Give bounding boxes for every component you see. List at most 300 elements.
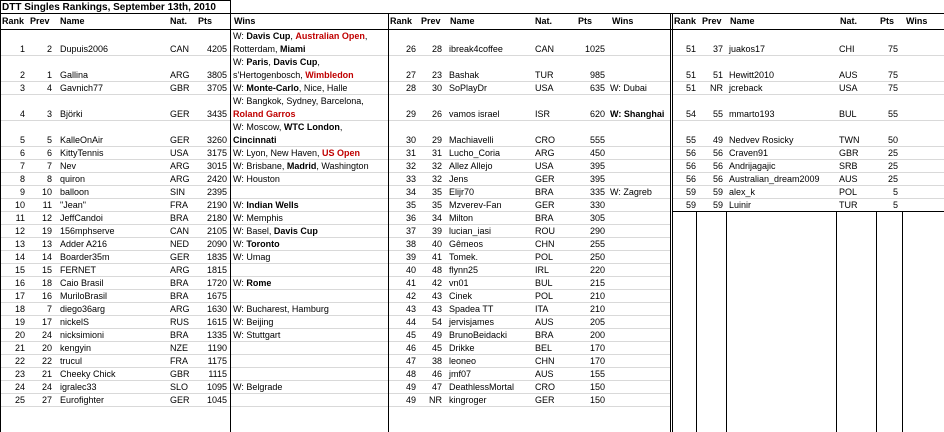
wins-segment: W: — [233, 200, 247, 210]
wins-segment: W: — [233, 57, 247, 67]
wins-segment: , — [364, 31, 368, 41]
nation-cell: IRL — [535, 265, 550, 275]
wins-line — [233, 381, 388, 393]
prev-cell: 32 — [431, 174, 442, 184]
points-cell: 335 — [589, 187, 605, 197]
rank-cell: 41 — [405, 278, 416, 288]
prev-cell: 23 — [431, 70, 442, 80]
prev-cell: 24 — [41, 382, 52, 392]
prev-cell: 59 — [712, 187, 723, 197]
player-name-cell: Jens — [449, 174, 469, 184]
player-name-cell: MuriloBrasil — [60, 291, 108, 301]
points-cell: 220 — [589, 265, 605, 275]
points-cell: 2090 — [206, 239, 227, 249]
rank-cell: 5 — [19, 135, 25, 145]
player-name-cell: Milton — [449, 213, 474, 223]
points-cell: 150 — [589, 382, 605, 392]
prev-cell: 12 — [41, 213, 52, 223]
rank-cell: 55 — [685, 135, 696, 145]
player-name-cell: Spadea TT — [449, 304, 494, 314]
points-cell: 555 — [589, 135, 605, 145]
points-cell: 3260 — [206, 135, 227, 145]
nation-cell: NZE — [170, 343, 188, 353]
points-cell: 255 — [589, 239, 605, 249]
prev-cell: 47 — [431, 382, 442, 392]
rank-cell: 51 — [685, 83, 696, 93]
prev-cell: 15 — [41, 265, 52, 275]
nation-cell: AUS — [839, 70, 858, 80]
title-right-border — [230, 0, 231, 13]
points-cell: 985 — [589, 70, 605, 80]
prev-cell: 56 — [712, 174, 723, 184]
rank-cell: 21 — [14, 343, 25, 353]
rank-cell: 33 — [405, 174, 416, 184]
rank-cell: 18 — [14, 304, 25, 314]
points-cell: 210 — [589, 291, 605, 301]
player-name-cell: Gêmeos — [449, 239, 484, 249]
rank-cell: 26 — [405, 44, 416, 54]
title-top-border — [0, 0, 230, 1]
rank-cell: 51 — [685, 70, 696, 80]
wins-segment: s'Hertogenbosch, — [233, 70, 306, 80]
wins-segment: Miami — [280, 44, 306, 54]
rank-cell: 8 — [19, 174, 25, 184]
rank-cell: 12 — [14, 226, 25, 236]
player-name-cell: Mzverev-Fan — [449, 200, 502, 210]
player-name-cell: jcreback — [729, 83, 763, 93]
prev-cell: 6 — [46, 148, 52, 158]
player-name-cell: Cheeky Chick — [60, 369, 116, 379]
wins-line — [233, 69, 388, 81]
prev-cell: 37 — [712, 44, 723, 54]
nation-cell: SLO — [170, 382, 189, 392]
prev-cell: 8 — [46, 174, 52, 184]
points-cell: 25 — [887, 148, 898, 158]
wins-line — [233, 43, 388, 55]
prev-cell: 54 — [431, 317, 442, 327]
prev-cell: 24 — [41, 330, 52, 340]
player-name-cell: JeffCandoi — [60, 213, 103, 223]
nation-cell: BRA — [535, 187, 554, 197]
prev-cell: 18 — [41, 278, 52, 288]
wins-line — [233, 56, 388, 68]
rank-cell: 24 — [14, 382, 25, 392]
prev-cell: 56 — [712, 148, 723, 158]
points-cell: 150 — [589, 395, 605, 405]
points-cell: 290 — [589, 226, 605, 236]
nation-cell: FRA — [170, 200, 188, 210]
points-cell: 3175 — [206, 148, 227, 158]
points-cell: 330 — [589, 200, 605, 210]
prev-cell: 43 — [431, 304, 442, 314]
rank-cell: 56 — [685, 161, 696, 171]
row-gridline — [672, 55, 944, 56]
nation-cell: BRA — [170, 330, 189, 340]
points-cell: 205 — [589, 317, 605, 327]
points-cell: 250 — [589, 252, 605, 262]
wins-line — [233, 173, 388, 185]
header-prev-2: Prev — [421, 16, 441, 26]
player-name-cell: diego36arg — [60, 304, 106, 314]
wins-segment: Wimbledon — [305, 70, 354, 80]
prev-cell: 38 — [431, 356, 442, 366]
prev-cell: 45 — [431, 343, 442, 353]
player-name-cell: Elijr70 — [449, 187, 475, 197]
nation-cell: CAN — [535, 44, 555, 54]
nation-cell: BUL — [839, 109, 857, 119]
player-name-cell: nickelS — [60, 317, 90, 327]
wins-segment: W: Umag — [233, 252, 271, 262]
prev-cell: 40 — [431, 239, 442, 249]
prev-cell: 11 — [42, 200, 52, 210]
column-divider — [388, 13, 389, 432]
rank-cell: 49 — [405, 382, 416, 392]
player-name-cell: Craven91 — [729, 148, 769, 158]
points-cell: 1835 — [206, 252, 227, 262]
nation-cell: CAN — [170, 44, 190, 54]
row-gridline — [672, 94, 944, 95]
player-name-cell: vamos israel — [449, 109, 500, 119]
wins-segment: Monte-Carlo — [246, 83, 299, 93]
rank-cell: 49 — [405, 395, 416, 405]
player-name-cell: Bashak — [449, 70, 480, 80]
wins-segment: Davis Cup — [273, 57, 318, 67]
header-name-2: Name — [450, 16, 475, 26]
rank-cell: 54 — [685, 109, 696, 119]
wins-segment: Davis Cup — [273, 226, 318, 236]
nation-cell: SIN — [170, 187, 186, 197]
points-cell: 2105 — [206, 226, 227, 236]
nation-cell: CAN — [170, 226, 190, 236]
points-cell: 75 — [887, 83, 898, 93]
rank-cell: 42 — [405, 291, 416, 301]
rank-cell: 43 — [405, 304, 416, 314]
wins-line — [233, 212, 388, 224]
header-rank-2: Rank — [390, 16, 413, 26]
points-cell: 5 — [892, 187, 898, 197]
wins-cell: W: Zagreb — [610, 187, 652, 197]
nation-cell: CHN — [535, 239, 555, 249]
header-bottom-border — [0, 29, 944, 30]
nation-cell: CRO — [535, 135, 555, 145]
header-wins-1: Wins — [234, 16, 256, 26]
wins-segment: Rotterdam, — [233, 44, 281, 54]
points-cell: 210 — [589, 304, 605, 314]
wins-segment: W: Beijing — [233, 317, 274, 327]
points-cell: 1720 — [206, 278, 227, 288]
nation-cell: FRA — [170, 356, 188, 366]
nation-cell: RUS — [170, 317, 190, 327]
prev-cell: 41 — [431, 252, 442, 262]
points-cell: 1615 — [206, 317, 227, 327]
prev-cell: 2 — [46, 44, 52, 54]
points-cell: 1675 — [206, 291, 227, 301]
prev-cell: 21 — [41, 369, 52, 379]
nation-cell: ARG — [170, 161, 190, 171]
player-name-cell: Eurofighter — [60, 395, 105, 405]
points-cell: 3705 — [206, 83, 227, 93]
rank-cell: 44 — [405, 317, 416, 327]
player-name-cell: Machiavelli — [449, 135, 494, 145]
nation-cell: AUS — [839, 174, 858, 184]
col3-bottom-border — [672, 211, 944, 212]
prev-cell: 30 — [431, 83, 442, 93]
player-name-cell: kengyin — [60, 343, 92, 353]
wins-cell: W: Dubai — [610, 83, 647, 93]
nation-cell: POL — [839, 187, 858, 197]
nation-cell: ISR — [535, 109, 551, 119]
wins-line — [233, 121, 388, 133]
sheet-title: DTT Singles Rankings, September 13th, 2010 — [2, 2, 216, 13]
points-cell: 1175 — [207, 356, 227, 366]
player-name-cell: Lucho_Coria — [449, 148, 501, 158]
player-name-cell: Cinek — [449, 291, 473, 301]
prev-cell: 59 — [712, 200, 723, 210]
points-cell: 3435 — [206, 109, 227, 119]
wins-segment: W: Bangkok, Sydney, Barcelona, — [233, 96, 364, 106]
wins-segment: W: — [233, 31, 247, 41]
player-name-cell: Gavnich77 — [60, 83, 104, 93]
nation-cell: ARG — [170, 304, 190, 314]
empty-column-divider — [836, 212, 837, 432]
nation-cell: GBR — [170, 369, 190, 379]
points-cell: 25 — [887, 161, 898, 171]
nation-cell: GBR — [839, 148, 859, 158]
title-left-border — [0, 0, 1, 432]
points-cell: 25 — [887, 174, 898, 184]
header-nat-3: Nat. — [840, 16, 858, 26]
points-cell: 305 — [589, 213, 605, 223]
nation-cell: GER — [535, 174, 555, 184]
rank-cell: 6 — [19, 148, 25, 158]
prev-cell: 55 — [712, 109, 723, 119]
prev-cell: 27 — [41, 395, 52, 405]
rank-cell: 36 — [405, 213, 416, 223]
nation-cell: GER — [535, 395, 555, 405]
points-cell: 50 — [887, 135, 898, 145]
nation-cell: NED — [170, 239, 190, 249]
header-nat-2: Nat. — [535, 16, 553, 26]
nation-cell: BUL — [535, 278, 553, 288]
prev-cell: 13 — [41, 239, 52, 249]
rank-cell: 48 — [405, 369, 416, 379]
prev-cell: 7 — [46, 304, 52, 314]
wins-segment: W: Moscow, — [233, 122, 284, 132]
rank-cell: 4 — [19, 109, 25, 119]
nation-cell: BRA — [535, 330, 554, 340]
wins-segment: Cincinnati — [233, 135, 277, 145]
column-divider — [230, 13, 231, 432]
rank-cell: 38 — [405, 239, 416, 249]
player-name-cell: quiron — [60, 174, 86, 184]
wins-line — [233, 134, 388, 146]
wins-segment: Roland Garros — [233, 109, 296, 119]
nation-cell: GER — [170, 395, 190, 405]
player-name-cell: trucul — [60, 356, 83, 366]
prev-cell: 16 — [41, 291, 52, 301]
rank-cell: 56 — [685, 148, 696, 158]
points-cell: 170 — [589, 343, 605, 353]
nation-cell: CHN — [535, 356, 555, 366]
player-name-cell: KalleOnAir — [60, 135, 104, 145]
wins-line — [233, 316, 388, 328]
wins-line — [233, 199, 388, 211]
wins-line — [233, 108, 388, 120]
nation-cell: TUR — [839, 200, 858, 210]
rank-cell: 1 — [19, 44, 25, 54]
nation-cell: GER — [170, 252, 190, 262]
player-name-cell: kingroger — [449, 395, 487, 405]
player-name-cell: Luinir — [729, 200, 752, 210]
rank-cell: 22 — [14, 356, 25, 366]
player-name-cell: BrunoBeidacki — [449, 330, 508, 340]
wins-line — [233, 329, 388, 341]
header-top-border — [0, 13, 944, 14]
wins-segment: W: — [233, 83, 247, 93]
prev-cell: 32 — [431, 161, 442, 171]
empty-column-divider — [726, 212, 727, 432]
rank-cell: 16 — [14, 278, 25, 288]
wins-segment: US Open — [322, 148, 361, 158]
nation-cell: BEL — [535, 343, 553, 353]
row-gridline — [0, 406, 388, 407]
points-cell: 395 — [589, 161, 605, 171]
header-pts-2: Pts — [578, 16, 593, 26]
header-wins-3: Wins — [906, 16, 928, 26]
wins-segment: W: Brisbane, — [233, 161, 287, 171]
player-name-cell: Andrijagajic — [729, 161, 776, 171]
player-name-cell: Drikke — [449, 343, 475, 353]
player-name-cell: Björki — [60, 109, 83, 119]
wins-line — [233, 30, 388, 42]
player-name-cell: Nedvev Rosicky — [729, 135, 794, 145]
nation-cell: USA — [535, 161, 554, 171]
nation-cell: TWN — [839, 135, 860, 145]
rank-cell: 14 — [14, 252, 25, 262]
header-nat-1: Nat. — [170, 16, 188, 26]
rank-cell: 35 — [405, 200, 416, 210]
player-name-cell: leoneo — [449, 356, 477, 366]
rank-cell: 51 — [685, 44, 696, 54]
points-cell: 395 — [589, 174, 605, 184]
player-name-cell: vn01 — [449, 278, 469, 288]
header-rank-1: Rank — [2, 16, 25, 26]
nation-cell: TUR — [535, 70, 554, 80]
prev-cell: 39 — [431, 226, 442, 236]
points-cell: 215 — [589, 278, 605, 288]
points-cell: 2420 — [206, 174, 227, 184]
prev-cell: 1 — [46, 70, 52, 80]
player-name-cell: FERNET — [60, 265, 96, 275]
wins-segment: Davis Cup — [246, 31, 291, 41]
rank-cell: 30 — [405, 135, 416, 145]
prev-cell: 49 — [712, 135, 723, 145]
player-name-cell: Boarder35m — [60, 252, 110, 262]
rank-cell: 25 — [14, 395, 25, 405]
rank-cell: 45 — [405, 330, 416, 340]
prev-cell: 35 — [431, 187, 442, 197]
header-rank-3: Rank — [674, 16, 697, 26]
wins-segment: Rome — [246, 278, 272, 288]
prev-cell: 28 — [431, 44, 442, 54]
prev-cell: 49 — [431, 330, 442, 340]
player-name-cell: igralec33 — [60, 382, 97, 392]
rank-cell: 7 — [19, 161, 25, 171]
points-cell: 1815 — [206, 265, 227, 275]
player-name-cell: KittyTennis — [60, 148, 104, 158]
prev-cell: 10 — [41, 187, 52, 197]
header-pts-3: Pts — [880, 16, 895, 26]
nation-cell: GER — [535, 200, 555, 210]
nation-cell: ARG — [535, 148, 555, 158]
wins-segment: W: — [233, 278, 247, 288]
prev-cell: 46 — [431, 369, 442, 379]
player-name-cell: lucian_iasi — [449, 226, 492, 236]
points-cell: 2190 — [206, 200, 227, 210]
nation-cell: GER — [170, 135, 190, 145]
rank-cell: 11 — [15, 213, 25, 223]
row-gridline — [388, 94, 670, 95]
wins-segment: W: Basel, — [233, 226, 274, 236]
points-cell: 1045 — [206, 395, 227, 405]
points-cell: 170 — [589, 356, 605, 366]
player-name-cell: DeathlessMortal — [449, 382, 515, 392]
row-gridline — [672, 120, 944, 121]
nation-cell: BRA — [535, 213, 554, 223]
player-name-cell: Australian_dream2009 — [729, 174, 820, 184]
points-cell: 1095 — [206, 382, 227, 392]
header-name-3: Name — [730, 16, 755, 26]
points-cell: 200 — [589, 330, 605, 340]
wins-segment: WTC London — [283, 122, 340, 132]
wins-line — [233, 251, 388, 263]
points-cell: 75 — [887, 44, 898, 54]
player-name-cell: Caio Brasil — [60, 278, 104, 288]
prev-cell: 56 — [712, 161, 723, 171]
wins-line — [233, 277, 388, 289]
wins-line — [233, 95, 388, 107]
player-name-cell: balloon — [60, 187, 90, 197]
player-name-cell: Adder A216 — [60, 239, 108, 249]
rank-cell: 9 — [19, 187, 25, 197]
empty-column-divider — [696, 212, 697, 432]
nation-cell: ARG — [170, 70, 190, 80]
prev-cell: 34 — [431, 213, 442, 223]
player-name-cell: nicksimioni — [60, 330, 105, 340]
nation-cell: POL — [535, 291, 554, 301]
wins-segment: Australian Open — [295, 31, 365, 41]
points-cell: 5 — [892, 200, 898, 210]
header-name-1: Name — [60, 16, 85, 26]
points-cell: 75 — [887, 70, 898, 80]
wins-segment: W: Stuttgart — [233, 330, 281, 340]
rank-cell: 17 — [14, 291, 25, 301]
points-cell: 620 — [589, 109, 605, 119]
wins-line — [233, 82, 388, 94]
player-name-cell: jervisjames — [449, 317, 495, 327]
nation-cell: USA — [170, 148, 189, 158]
rank-cell: 19 — [14, 317, 25, 327]
points-cell: 2395 — [206, 187, 227, 197]
rank-cell: 56 — [685, 174, 696, 184]
prev-cell: 31 — [431, 148, 442, 158]
player-name-cell: alex_k — [729, 187, 756, 197]
prev-cell: 22 — [41, 356, 52, 366]
points-cell: 55 — [887, 109, 898, 119]
header-wins-2: Wins — [612, 16, 634, 26]
rank-cell: 27 — [405, 70, 416, 80]
points-cell: 155 — [589, 369, 605, 379]
